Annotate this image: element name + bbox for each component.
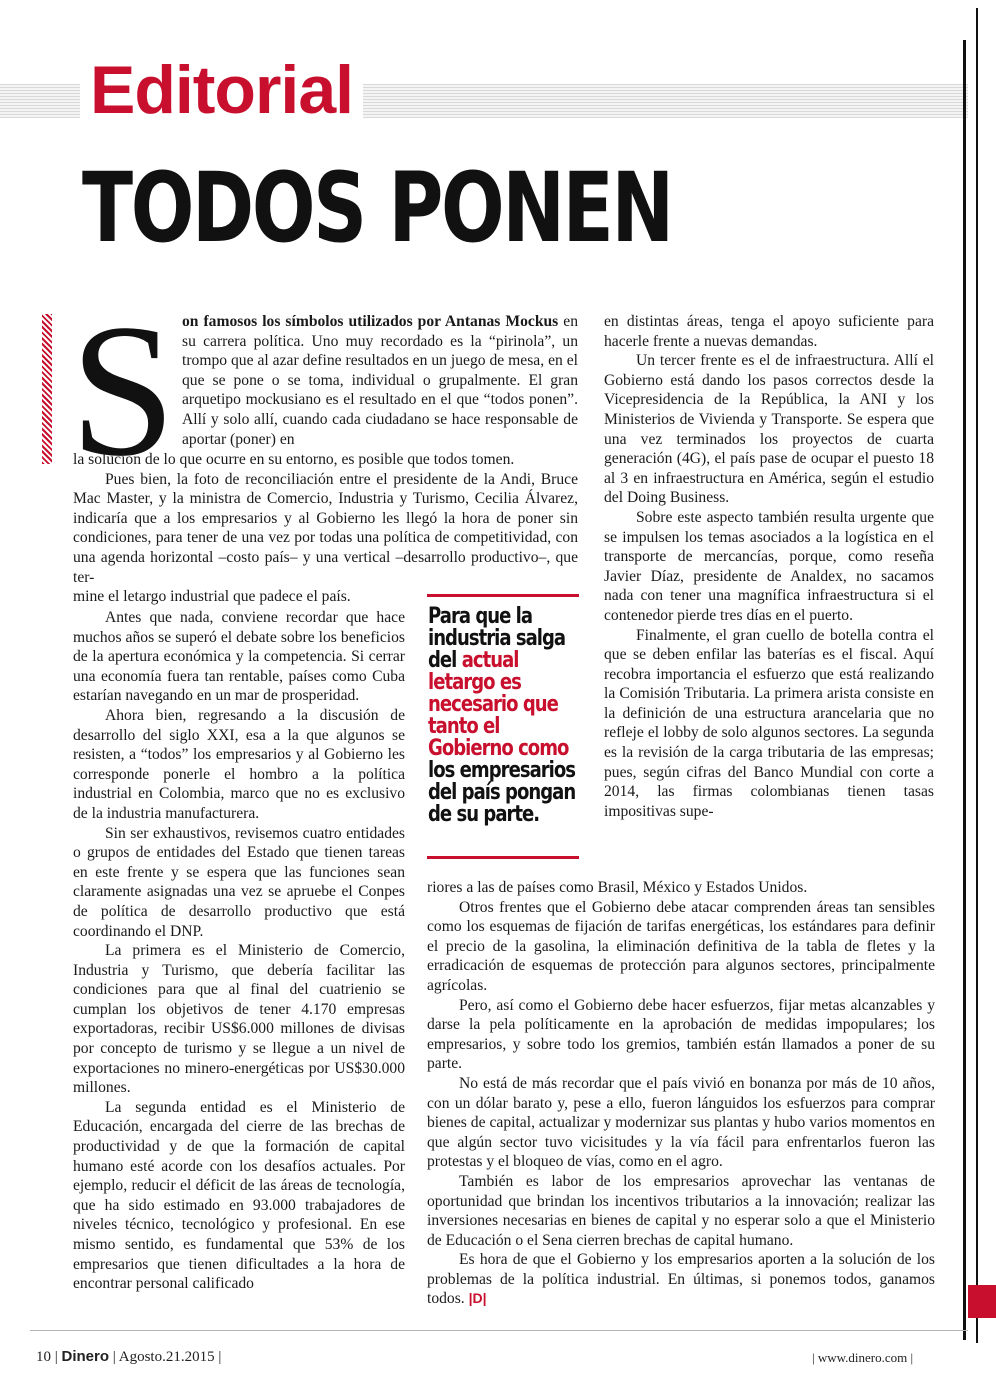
pullquote-part2: actual letargo es necesario que tanto el Gobierno como	[428, 648, 569, 761]
pullquote-rule-top	[427, 594, 579, 597]
paragraph: mine el letargo industrial que padece el país.	[73, 588, 351, 606]
drop-cap: S	[70, 286, 176, 496]
paragraph: La segunda entidad es el Ministerio de Educación, encargada del cierre de las brechas de productividad y de que la formación de capital humano esté acorde con los desafíos actuales. Por ejemplo, reducir el déficit de las áreas de tecnología, que ha sido estimado en 93.000 trabajadores de niveles técnico, tecnológico y profesional. En ese mismo sentido, es fundamental que 53% de los empresarios que tienen dificultades a la hora de encontrar personal calificado	[73, 1098, 405, 1293]
margin-rule-outer	[976, 8, 978, 1343]
article-text-col2	[604, 312, 934, 821]
dropcap-hatch-decoration	[42, 314, 52, 464]
paragraph: No está de más recordar que el país vivió en bonanza por más de 10 años, con un dólar barato y, pese a ello, fueron lánguidos los esfuerzos para comprar bienes de capital, actualizar y modernizar sus plantas y hubo varios momentos en que algún sector tuvo vicisitudes y la vía fácil para enfrentarlos fueron las protestas y el bloqueo de vías, como en el agro.	[427, 1074, 935, 1171]
paragraph	[182, 312, 578, 449]
footer-separator: |	[112, 1349, 116, 1365]
pullquote-part1: Para que la industria salga del	[428, 604, 566, 673]
issue-date: Agosto.21.2015	[118, 1349, 215, 1365]
paragraph: Sobre este aspecto también resulta urgente que se impulsen los temas asociados a la logística en el transporte de mercancías, porque, como reseña Javier Díaz, presidente de Analdex, no sacamos nada con tener una magnífica infraestructura si el contenedor pierde tres días en el puerto.	[604, 508, 934, 624]
magazine-name: Dinero	[61, 1348, 110, 1365]
article-text-col1	[73, 608, 405, 1294]
margin-rule	[963, 40, 966, 1340]
lead-in: on famosos los símbolos utilizados por Antanas Mockus	[182, 313, 559, 330]
footer-left	[36, 1348, 221, 1366]
footer-separator: |	[812, 1350, 815, 1365]
page-tab-marker	[968, 1285, 996, 1318]
paragraph: Otros frentes que el Gobierno debe atacar comprenden áreas tan sensibles como los esquemas de fijación de tarifas energéticas, los estándares para definir el precio de la gasolina, la eliminación definitiva de la tabla de fletes y la erradicación de esquemas de protección para algunos sectores, principalmente agrícolas.	[427, 898, 935, 994]
pullquote-rule-bottom	[427, 856, 579, 859]
paragraph: La primera es el Ministerio de Comercio, Industria y Turismo, que debería facilitar las condiciones para que al final del cuatrienio se cumplan los objetivos de tener 4.170 empresas exportadoras, recibir US$6.000 millones de divisas por concepto de turismo y se llegue a un nivel de exportaciones no minero-energéticas por US$30.000 millones.	[73, 942, 405, 1097]
pull-quote	[428, 606, 576, 826]
lead-rest: en su carrera política. Uno muy recordado es la “pirinola”, un trompo que al azar define resultados en un juego de mesa, en el que se pone o se toma, individual o grupalmente. El gran arquetipo mockusiano es el resultado en el que “todos ponen”. Allí y solo allí, cuando cada ciudadano se hace responsable de aportar (poner) en	[182, 313, 578, 448]
footer-right	[812, 1350, 913, 1366]
paragraph: Ahora bien, regresando a la discusión de desarrollo del siglo XXI, esa a la que algunos se resisten, a “todos” los empresarios y al Gobierno les corresponde ponerle el hombro a la política industrial en Colombia, marco que no es exclusivo de la industria manufacturera.	[73, 706, 405, 822]
paragraph: Sin ser exhaustivos, revisemos cuatro entidades o grupos de entidades del Estado que tienen tareas en este frente y se espera que las funciones sean claramente asignadas una vez se apruebe el Conpes de política de desarrollo productivo que está coordinando el DNP.	[73, 824, 405, 940]
footer-separator: |	[54, 1349, 58, 1365]
paragraph: Un tercer frente es el de infraestructura. Allí el Gobierno está dando los pasos correctos desde la Vicepresidencia de la República, la ANI y los Ministerios de Vivienda y Transporte. Se espera que una vez terminados los proyectos de cuarta generación (4G), el país pase de ocupar el puesto 18 al 3 en infraestructura en América, según el estudio del Doing Business.	[604, 352, 934, 507]
footer-separator: |	[218, 1349, 222, 1365]
paragraph: Finalmente, el gran cuello de botella contra el que se deben enfilar las baterías es el fiscal. Aquí recobra importancia el esfuerzo que está realizando la Comisión Tributaria. La primera arista consiste en la definición de una estructura arancelaria que no refleje el lobby de solo algunos sectores. La segunda es la revisión de la carga tributaria de las empresas; pues, según cifras del Banco Mundial con corte a 2014, las firmas colombianas tienen tasas impositivas supe-	[604, 626, 934, 820]
article-text-col1-wide	[73, 450, 578, 607]
page-number: 10	[36, 1349, 51, 1365]
website-url: www.dinero.com	[817, 1350, 908, 1365]
paragraph: Pero, así como el Gobierno debe hacer esfuerzos, fijar metas alcanzables y darse la pela políticamente en la aprobación de medidas impopulares; los empresarios, y sobre todo los gremios, también están llamados a poner de su parte.	[427, 996, 935, 1073]
paragraph: riores a las de países como Brasil, México y Estados Unidos.	[427, 879, 808, 896]
paragraph: También es labor de los empresarios aprovechar las ventanas de oportunidad que brindan los incentivos tributarios a la innovación; realizar las inversiones necesarias en bienes de capital y no esperar solo a que el Ministerio de Educación o el Sena cierren brechas de capital humano.	[427, 1172, 935, 1249]
pullquote-part3: los empresarios del país pongan de su parte.	[428, 758, 576, 827]
paragraph: en distintas áreas, tenga el apoyo suficiente para hacerle frente a nuevas demandas.	[604, 313, 934, 350]
closing-text: Es hora de que el Gobierno y los empresarios aporten a la solución de los problemas de la política industrial. En últimas, si ponemos todos, ganamos todos.	[427, 1251, 935, 1308]
paragraph	[427, 1250, 935, 1309]
end-mark-logo: |D|	[468, 1290, 487, 1307]
footer-rule	[30, 1330, 968, 1331]
footer-separator: |	[910, 1350, 914, 1365]
paragraph: Pues bien, la foto de reconciliación entre el presidente de la Andi, Bruce Mac Master, y la ministra de Comercio, Industria y Turismo, Cecilia Álvarez, indicaría que a los empresarios y al Gobierno les llegó la hora de poner sin condiciones, para tener de una vez por todas una política de competitividad, con una agenda horizontal –costo país– y una vertical –desarrollo productivo–, que ter-	[73, 470, 578, 586]
section-label: Editorial	[80, 56, 363, 124]
article-text-intro	[182, 312, 578, 449]
paragraph: Antes que nada, conviene recordar que hace muchos años se superó el debate sobre los beneficios de la apertura económica y la competencia. Si cerrar una economía fuera tan rentable, países como Cuba estarían navegando en un mar de prosperidad.	[73, 609, 405, 705]
paragraph: la solución de lo que ocurre en su entorno, es posible que todos tomen.	[73, 451, 515, 468]
article-text-col2-wide	[427, 878, 935, 1309]
article-title: TODOS PONEN	[82, 152, 672, 264]
